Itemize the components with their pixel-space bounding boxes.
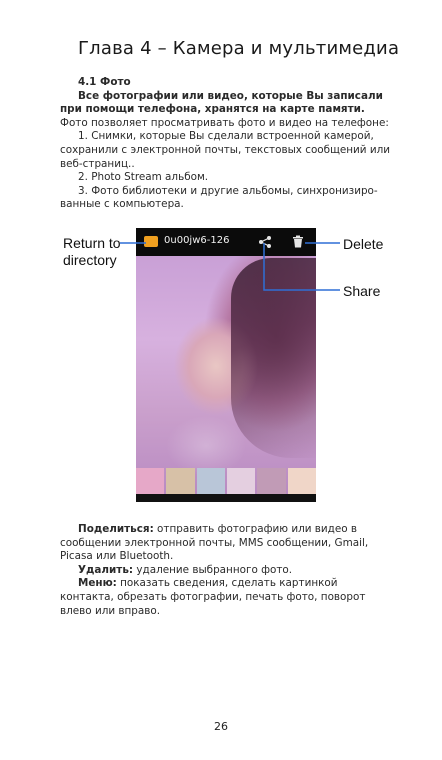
descriptions-section [60, 523, 390, 618]
list-item: 3. Фото библиотеки и другие альбомы, синхронизиро-ванные с компьютера. [60, 184, 378, 211]
chapter-title: Глава 4 – Камера и мультимедиа [78, 38, 400, 59]
list-item: 1. Снимки, которые Вы сделали встроенной камерой, сохранили с электронной почты, текстовых сообщений или веб-страниц.. [60, 130, 390, 170]
description-item [60, 577, 390, 618]
share-callout-line [264, 243, 340, 290]
section-lead-bold: Все фотографии или видео, которые Вы записали при помощи телефона, хранятся на карте памяти. [60, 89, 383, 116]
page-number: 26 [214, 720, 228, 733]
return-callout-line2: directory [63, 252, 117, 268]
section-heading: 4.1 Фото [78, 76, 131, 88]
description-item [60, 564, 390, 578]
list-item: 2. Photo Stream альбом. [78, 171, 209, 184]
description-text: показать сведения, сделать картинкой контакта, обрезать фотографии, печать фото, поворот влево или вправо. [60, 577, 366, 617]
share-callout: Share [343, 283, 381, 299]
album-title: 0u00jw6-126 [164, 235, 230, 246]
description-text: удаление выбранного фото. [133, 563, 293, 576]
delete-callout: Delete [343, 236, 384, 252]
return-callout [63, 235, 121, 269]
description-term: Меню: [78, 577, 117, 590]
section-lead-rest: Фото позволяет просматривать фото и видео на телефоне: [60, 116, 389, 129]
description-term: Поделиться: [78, 523, 154, 535]
description-item [60, 523, 390, 564]
description-text: отправить фотографию или видео в сообщении электронной почты, MMS сообщении, Gmail, Picasa или Bluetooth. [60, 523, 369, 563]
return-callout-line1: Return to [63, 235, 121, 251]
description-term: Удалить: [78, 563, 134, 576]
